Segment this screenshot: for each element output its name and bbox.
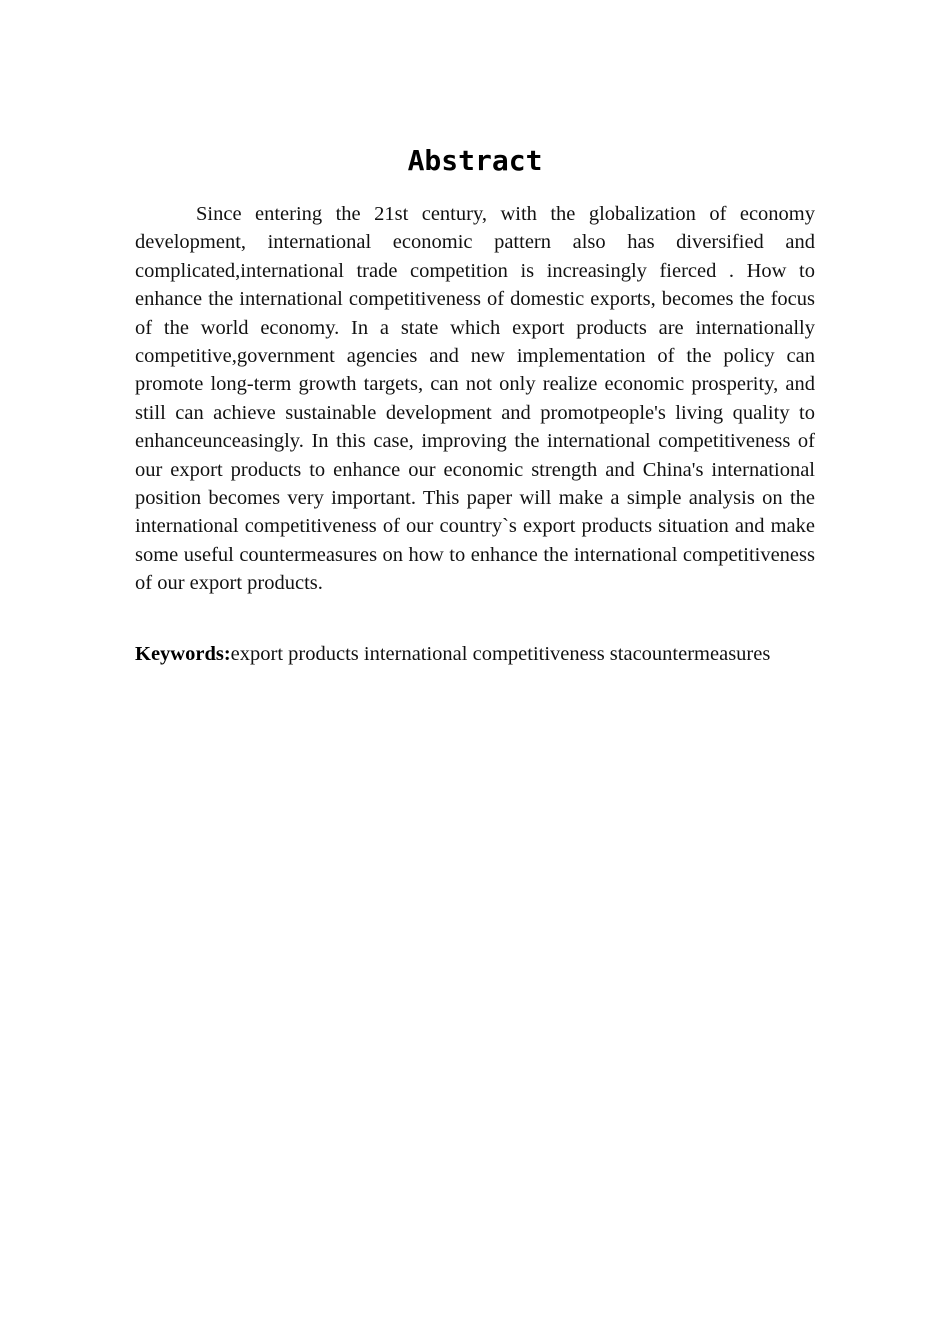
keywords-label: Keywords:: [135, 643, 231, 665]
keywords-value: export products international competitiveness stacountermeasures: [230, 643, 771, 665]
keywords-line: [135, 640, 835, 668]
abstract-paragraph: Since entering the 21st century, with the globalization of economy development, international economic pattern also has diversified and complicated,international trade competition is increasingly fierced . How to enhance the international competitiveness of domestic exports, becomes the focus of the world economy. In a state which export products are internationally competitive,government agencies and new implementation of the policy can promote long-term growth targets, can not only realize economic prosperity, and still can achieve sustainable development and promotpeople's living quality to enhanceunceasingly. In this case, improving the international competitiveness of our export products to enhance our economic strength and China's international position becomes very important. This paper will make a simple analysis on the international competitiveness of our country`s export products situation and make some useful countermeasures on how to enhance the international competitiveness of our export products.: [135, 203, 815, 595]
page-title: Abstract: [407, 144, 543, 177]
